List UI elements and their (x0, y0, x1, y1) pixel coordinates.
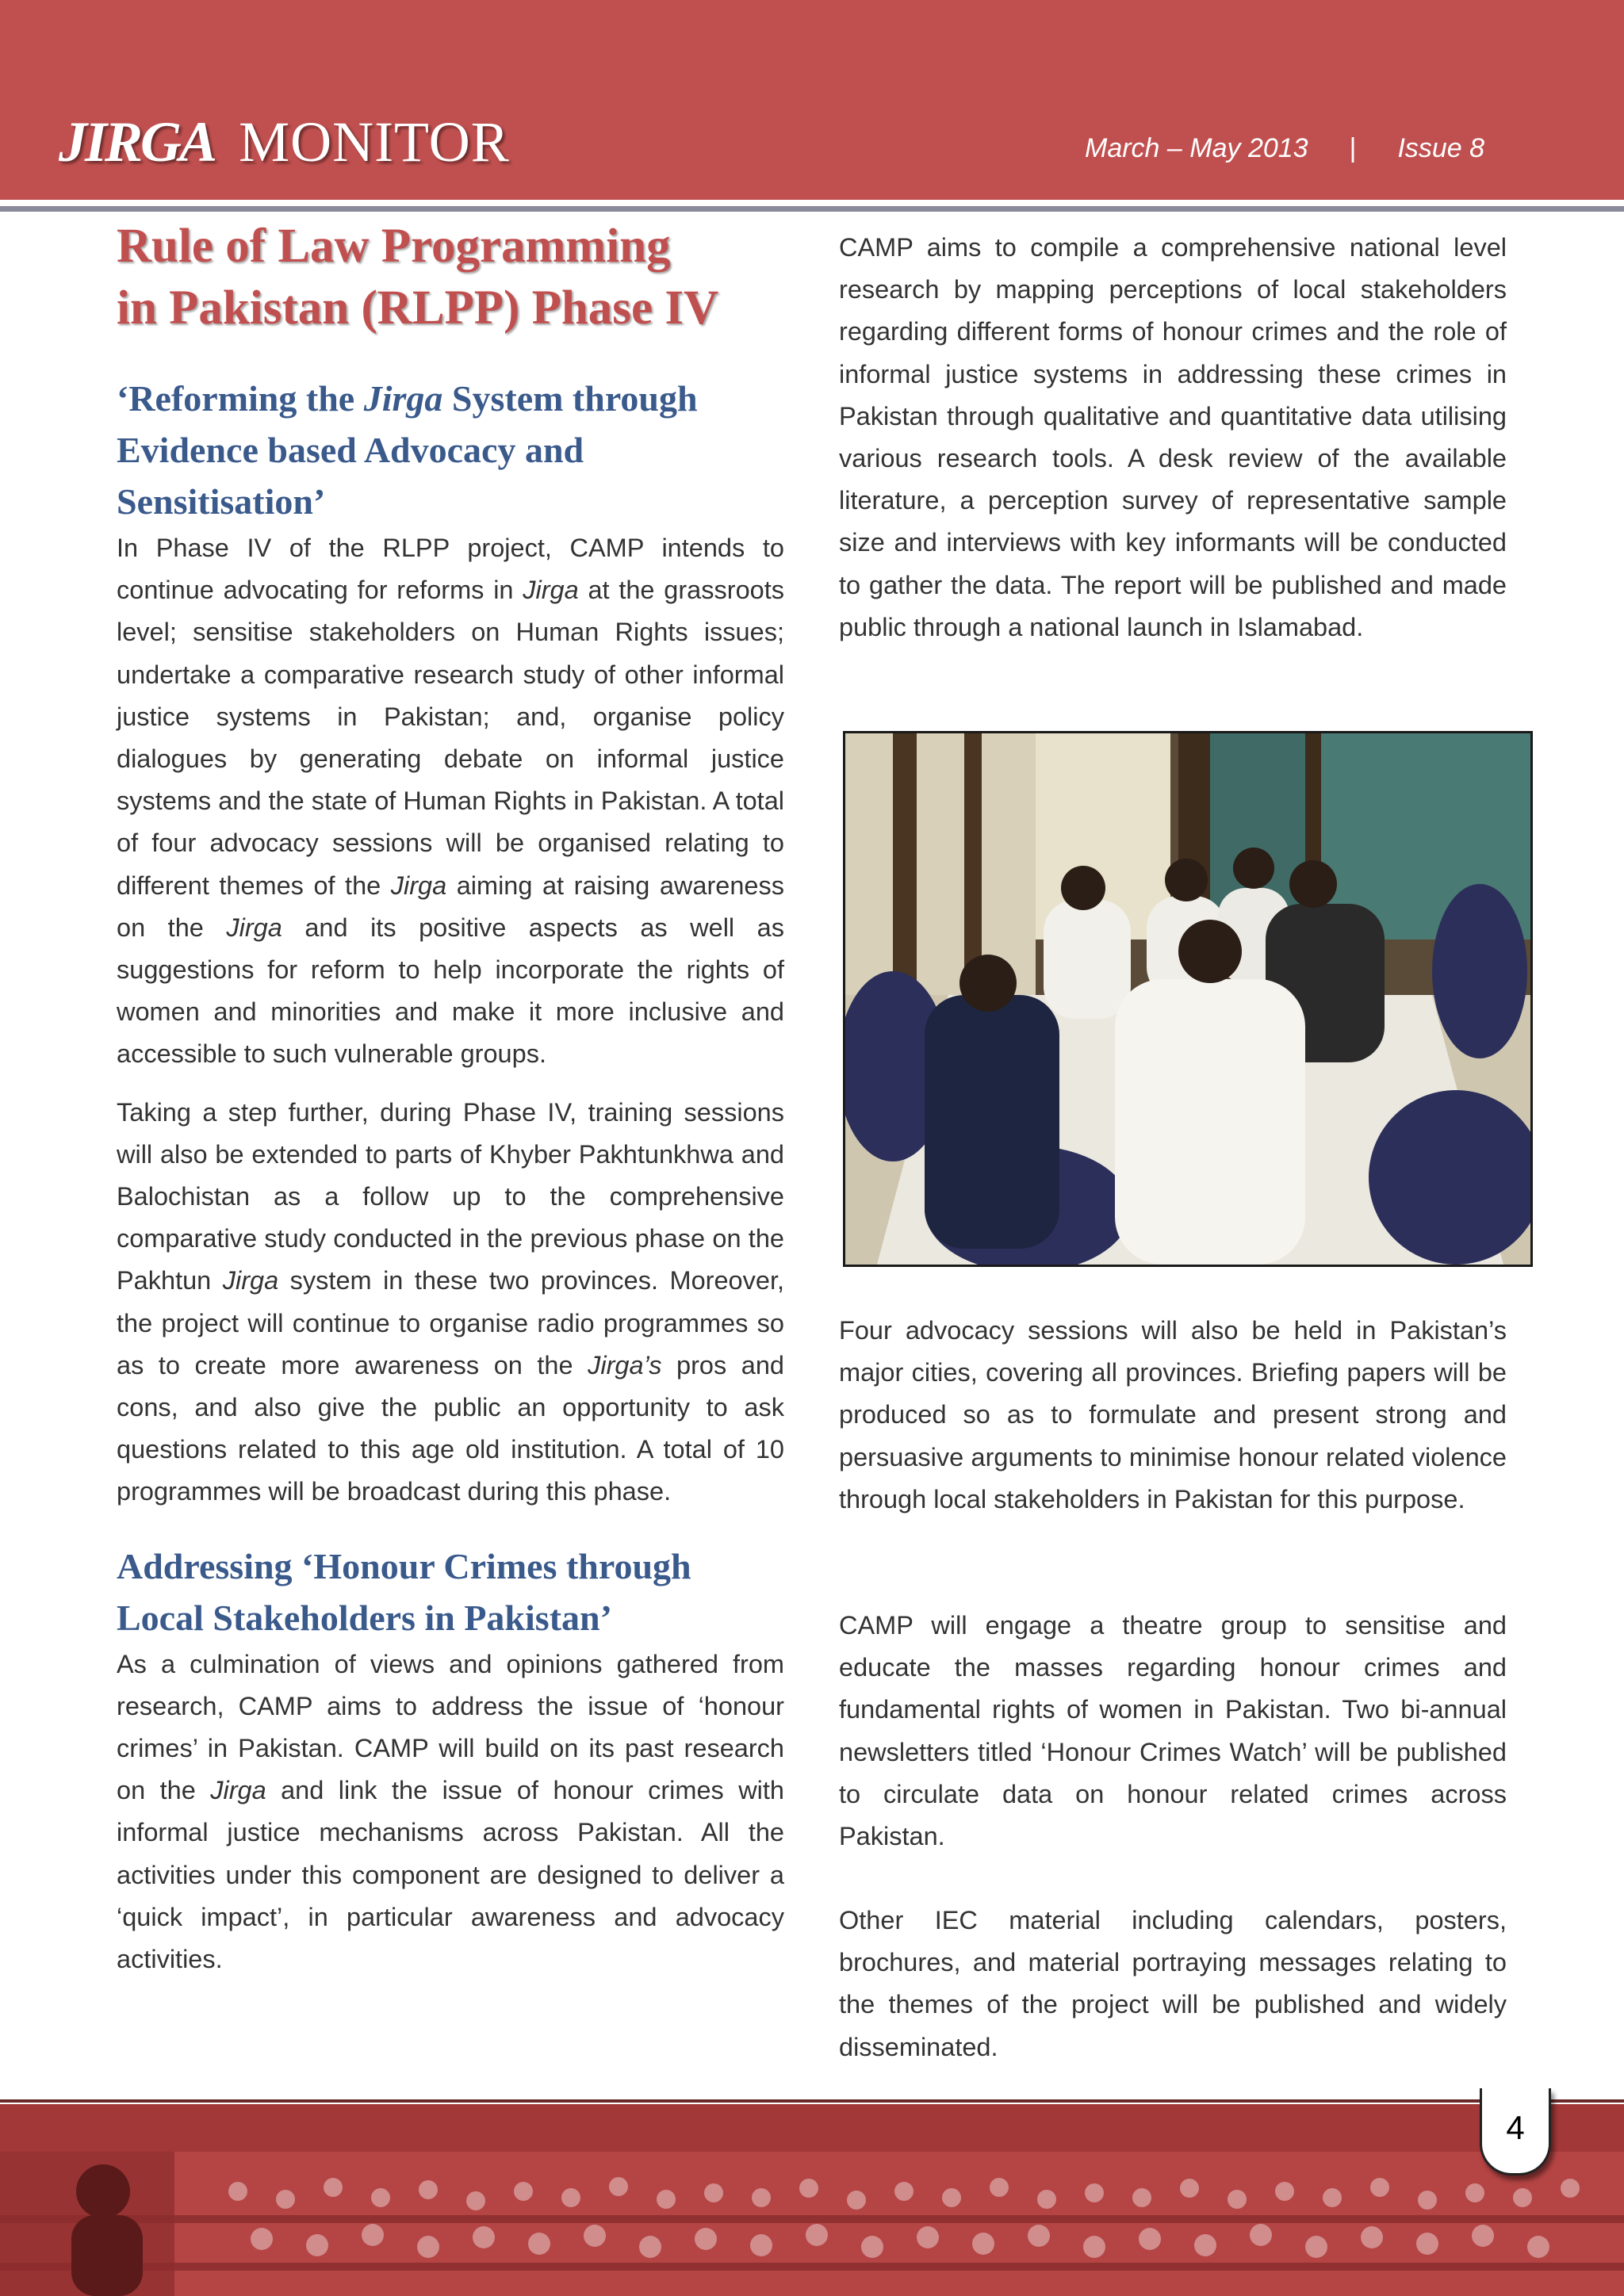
photo-illustration (845, 733, 1530, 1265)
paragraph-research: CAMP aims to compile a comprehensive national level research by mapping perceptions of local stakeholders regarding different forms of honour crimes and the role of informal justice systems in addressing these crimes in Pakistan through qualitative and quantitative data utilising various research tools. A desk review of the available literature, a perception survey of representative sample size and interviews with key informants will be conducted to gather the data. The report will be published and made public through a national launch in Islamabad. (839, 233, 1507, 641)
para-text: Taking a step further, during Phase IV, training sessions will also be extended to parts of Khyber Pakhtunkhwa and Balochistan as a follow up to the comprehensive comparative study conducted in the previous phase on the Pakhtun (117, 1097, 784, 1295)
para-emphasis: Jirga (523, 576, 579, 605)
article-title (117, 216, 784, 339)
para-emphasis: Jirga’s (588, 1350, 662, 1380)
subhead-text: System through (442, 378, 698, 419)
subhead-honour-crimes (117, 1540, 784, 1644)
meeting-photo (843, 731, 1533, 1267)
issue-separator: | (1349, 133, 1357, 163)
paragraph-culmination (117, 1644, 784, 1981)
masthead-jirga: JIRGA (59, 110, 216, 174)
left-column (117, 216, 784, 1980)
subhead-text: ‘Reforming the (117, 378, 364, 419)
subhead-text: Sensitisation’ (117, 481, 326, 522)
header-divider (0, 206, 1624, 212)
subhead-emphasis: Jirga (363, 378, 443, 419)
subhead-text: Addressing ‘Honour Crimes through (117, 1545, 691, 1586)
masthead-monitor: MONITOR (239, 110, 510, 174)
paragraph-advocacy-sessions: Four advocacy sessions will also be held in Pakistan’s major cities, covering all provinces. Briefing papers will be produced so as to formulate and present strong and persuasive arguments to minimise honour related violence through local stakeholders in Pakistan for this purpose. (839, 1316, 1507, 1513)
issue-info (1085, 133, 1484, 164)
footer-crowd-image (0, 2104, 1624, 2296)
issue-date: March – May 2013 (1085, 133, 1308, 163)
para-text: at the grassroots level; sensitise stakeholders on Human Rights issues; undertake a comparative research study of other informal justice systems in Pakistan; and, organise policy dialogues by generating debate on informal justice systems and the state of Human Rights in Pakistan. A total of four advocacy sessions will be organised relating to different themes of the (117, 576, 784, 900)
paragraph-phase-iv (117, 527, 784, 1076)
para-emphasis: Jirga (390, 871, 447, 900)
subhead-reforming (117, 373, 784, 527)
footer-banner (0, 2104, 1624, 2296)
para-text: In Phase IV of the RLPP project, CAMP intends to continue advocating for reforms in (117, 534, 784, 605)
title-line-1: Rule of Law Programming (117, 220, 671, 273)
para-text: aiming at raising awareness on the (117, 871, 784, 942)
para-text: and its positive aspects as well as suggestions for reform to help incorporate the rights of women and minorities and make it more inclusive and accessible to such vulnerable groups. (117, 913, 784, 1069)
para-text: As a culmination of views and opinions gathered from research, CAMP aims to address the issue of ‘honour crimes’ in Pakistan. CAMP will build on its past research on the (117, 1649, 784, 1805)
page-number: 4 (1480, 2088, 1551, 2175)
para-text: system in these two provinces. Moreover, the project will continue to organise radio programmes so as to create more awareness on the (117, 1266, 785, 1380)
para-emphasis: Jirga (226, 913, 282, 942)
footer-divider (0, 2099, 1624, 2103)
para-emphasis: Jirga (222, 1266, 279, 1295)
title-line-2: in Pakistan (RLPP) Phase IV (117, 281, 719, 335)
para-emphasis: Jirga (210, 1776, 266, 1805)
paragraph-iec-material: Other IEC material including calendars, posters, brochures, and material portraying messages relating to the themes of the project will be published and widely disseminated. (839, 1906, 1507, 2061)
paragraph-training (117, 1092, 784, 1513)
masthead-logo (59, 109, 510, 175)
paragraph-theatre: CAMP will engage a theatre group to sensitise and educate the masses regarding honour crimes and fundamental rights of women in Pakistan. Two bi-annual newsletters titled ‘Honour Crimes Watch’ will be published to circulate data on honour related crimes across Pakistan. (839, 1611, 1507, 1851)
subhead-text: Evidence based Advocacy and (117, 430, 584, 470)
para-text: pros and cons, and also give the public an opportunity to ask questions related to this age old institution. A total of 10 programmes will be broadcast during this phase. (117, 1350, 784, 1506)
subhead-text: Local Stakeholders in Pakistan’ (117, 1597, 612, 1638)
issue-number: Issue 8 (1397, 133, 1485, 163)
para-text: and link the issue of honour crimes with informal justice mechanisms across Pakistan. All the activities under this component are designed to deliver a ‘quick impact’, in particular awareness and advocacy activities. (117, 1776, 784, 1974)
